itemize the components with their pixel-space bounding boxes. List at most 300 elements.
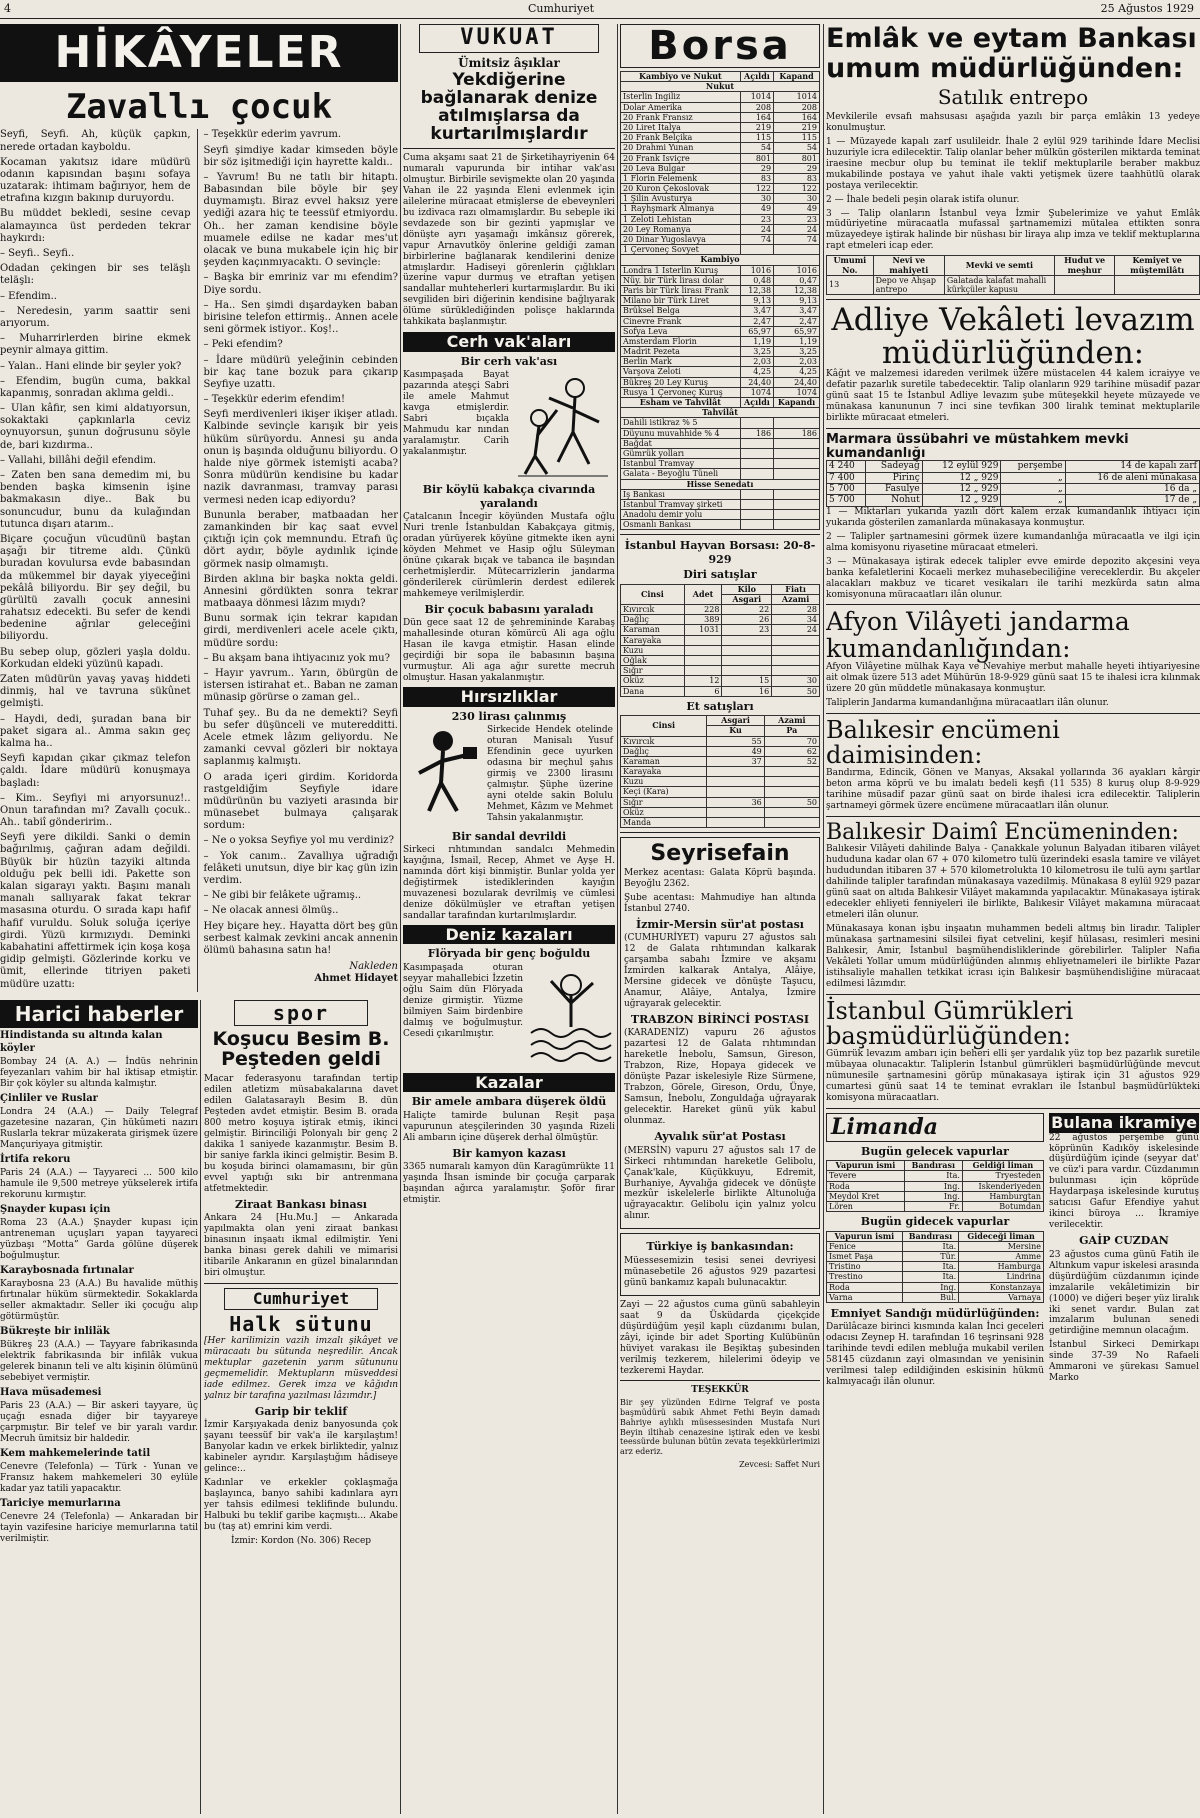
hayvan-row-cell: 22	[722, 605, 772, 615]
story-paragraph: – Teşekkür ederim efendim!	[203, 394, 346, 406]
gidecek-row	[827, 1282, 1044, 1292]
nukut-row-cell	[774, 245, 820, 255]
baba-head: Bir çocuk babasını yaraladı	[424, 602, 594, 616]
hayvan-header: Cinsi	[621, 584, 685, 604]
marmara-p2: 2 — Talipler şartnamesini görmek üzere kumandanlığa müracaatla ve ilgi için alma komisyonu riyasetine müracaat etmeleri.	[826, 531, 1200, 553]
nukut-row-cell: 20 Drahmi Yunan	[621, 143, 741, 153]
nukut-row-cell: 1 Şilin Avusturya	[621, 194, 741, 204]
gumruk-title: İstanbul Gümrükleri başmüdürlüğünden:	[826, 996, 1074, 1050]
nukut-row-cell: 122	[774, 184, 820, 194]
nukut-row-cell: 164	[740, 112, 773, 122]
deniz-body: Kasımpaşada oturan seyyar mahallebici İzzetin oğlu Saim dün Flöryada denize girmiştir. Yüzme bilmiyen Saim birdenbire dalmış ve boğulmuştur. Cesedi çıkarılmıştır.	[403, 962, 523, 1039]
nukut-row	[621, 153, 820, 163]
nukut-row	[621, 235, 820, 245]
marmara-row-cell: 12 „ 929	[922, 495, 1001, 506]
hisse-row	[621, 489, 820, 499]
story-paragraph: – Muharrirlerden birine ekmek peynir almaya gittim.	[0, 333, 191, 357]
kambiyo-row-cell: Berlin Mark	[621, 357, 741, 367]
kambiyo-row-cell: Amsterdam Florin	[621, 336, 741, 346]
hayvan-row-cell	[772, 666, 820, 676]
tahvil-row-cell: Galata - Beyoğlu Tüneli	[621, 469, 741, 479]
gelecek-row-cell: İng.	[904, 1181, 962, 1191]
gidecek-row-cell: Tristino	[827, 1262, 903, 1272]
story-column-left	[0, 129, 191, 992]
balikesir1-body: Bandırma, Edincik, Gönen ve Manyas, Aksakal yollarında 36 ayakları kârgir beton arma köprü ve bu imalatı bedeli keşfi (11 535) 8 kuruş olup 8-9-929 tarihine müsadif pazar günü saat on birde ihalesi icra edilecektir. Taliplerin şartnameyi görmek üzere encümene müracaatları ilân olunur.	[826, 768, 1200, 812]
marmara-row-cell: 12 eylül 929	[922, 461, 1001, 472]
hayvan-header: Fiatı	[772, 584, 820, 594]
gidecek-row-cell: Roda	[827, 1282, 903, 1292]
gidecek-row	[827, 1241, 1044, 1251]
story-paragraph: – Kim.. Seyfiyi mi arıyorsunuz!.. Onun tarafından mı? Zavallı çocuk.. Ah.. tabiî gönderirim..	[0, 792, 191, 829]
story-paragraph: – Hayır yavrum.. Yarın, öbürgün de istersen istirahat et.. Baban ne zaman münasip görürse o zaman gel..	[203, 668, 398, 704]
isbank-body: Müessesemizin tesisi senei devriyesi münasebetile 26 ağustos 929 pazartesi günü bankamız kapalı bulunacaktır.	[624, 1255, 816, 1288]
story-paragraph: Biçare çocuğun vücudünü baştan aşağı bir titreme aldı. Çünkü buradan kovulursa evde babasından da mükemmel bir dayak yiyeceğini pekâlâ biliyordu. Bir şey değil, bu gürültü zavallı çocuk annesini rahatsız edecekti. Bu sefer de kendi bedenine ağrılar geleceğini biliyordu.	[0, 533, 191, 643]
kamyon-head: Bir kamyon kazası	[452, 1146, 566, 1160]
story-paragraph: – İdare müdürü yeleğinin cebinden bir kaç tane bozuk para çıkarıp Seyfiye uzattı.	[203, 354, 398, 390]
marmara-table	[826, 460, 1200, 506]
gidecek-row-cell: Mersine	[959, 1241, 1044, 1251]
news-body: Londra 24 (A.A.) — Daily Telegraf gazetesine nazaran, Çin hükûmeti nazırı Ruslarla tekrar müzakerata girişmek üzere Mançuriyaya gitmiştir.	[0, 1106, 198, 1150]
tahvil-row-cell	[740, 448, 773, 458]
bulana-body: 22 ağustos perşembe günü köprünün Kadıköy iskelesinde düşürdüğüm içinde (seyyar dat' ve cüz'i para vardır. Cüzdanımın bulunması için köprüde Haydarpaşa iskelesinde kurutuş satıcısı Gafur Efendiye yahut ikinci büroya ... İkramiye verilecektir.	[1049, 1132, 1199, 1231]
gidecek-row-cell: Konstanzaya	[959, 1282, 1044, 1292]
section-row	[621, 479, 820, 489]
hayvan-row-cell: 50	[772, 686, 820, 696]
story-paragraph: Kocaman yakıtsız idare müdürü odanın kapısından başını sofaya uzatarak: ihtimam bağırıyor, hem de etrafına kızgın bakınıp duruyordu.	[0, 156, 191, 205]
news-body: Paris 23 (A.A.) — Bir askeri tayyare, üç uçağı esnada diğer bir tayyareye çarpmıştır. Bir telef ve bir yaralı vardır. Mecruh ümitsiz bir haldedir.	[0, 1401, 198, 1445]
hayvan-row	[621, 625, 820, 635]
hisse-row	[621, 499, 820, 509]
deniz-sub: Flöryada bir genç boğuldu	[427, 947, 591, 961]
emlak-p1: Mevkilerile evsafı mahsusası aşağıda yazılı bir parça emlâkin 13 yedeye konulmuştur.	[826, 111, 1200, 133]
kamyon-body: 3365 numaralı kamyon dün Karagümrükte 11 yaşında İhsan isminde bir çocuğa çarparak başından ağırca yaralamıştır. Şoför firar etmiştir.	[403, 1162, 615, 1205]
nukut-row	[621, 245, 820, 255]
tesekkur-body: Bir şey yüzünden Edirne Telgraf ve posta başmüdürü sabık Ahmet Fethi Beyin damadı Bahriye aylıklı müsessesinden Mustafa Nuri Beyin iltihab cenazesine iştirak eden ve kesbi teessürde bulunan bütün zevata teşekkürlerimizi arz ederiz.	[620, 1398, 820, 1457]
nukut-row-cell: 29	[740, 163, 773, 173]
marmara-row-cell: Fasulye	[866, 484, 922, 495]
story-paragraph: Seyfi merdivenleri ikişer ikişer atladı. Kalbinde sevinçle karışık bir yeis hüküm sürüyordu. Annesi şu anda onun iş başında olduğunu biliyordu. O halde niye görmek istemişti acaba? Sonra müdürün kendisine bu kadar nazik davranması, tramvay parası vermesi neden icap ediyordu?	[203, 409, 398, 506]
hikayeler-banner: HİKÂYELER	[0, 24, 398, 82]
marmara-row-cell: 16 da „	[1065, 484, 1199, 495]
nukut-row-cell: 115	[740, 133, 773, 143]
harici-haberler-section	[0, 1000, 198, 1814]
hayvan-row-cell: 6	[684, 686, 722, 696]
nukut-row-cell: 29	[774, 163, 820, 173]
emniyet-title: Emniyet Sandığı müdürlüğünden:	[830, 1306, 1040, 1320]
emlak-header: Nevi ve mahiyeti	[873, 256, 944, 275]
borsa-header: Kapand	[774, 72, 820, 82]
et-row-cell: 36	[707, 797, 764, 807]
gelecek-row-cell: İng.	[904, 1191, 962, 1201]
et-table	[620, 715, 820, 828]
hisse-row-cell	[740, 510, 773, 520]
marmara-row	[827, 484, 1200, 495]
news-body: Roma 23 (A.A.) Şnayder kupası için antreneman uçuşları yapan tayyareci yüzbaşı “Motta” Garda gölüne düşerek boğulmuştur.	[0, 1218, 198, 1261]
page-date: 25 Ağustos 1929	[1100, 2, 1194, 15]
hayvan-row-cell: 1031	[684, 625, 722, 635]
et-row	[621, 746, 820, 756]
et-row	[621, 777, 820, 787]
section-row	[621, 408, 820, 418]
et-row-cell	[707, 787, 764, 797]
et-row-cell	[707, 777, 764, 787]
balikesir2-body: Balıkesir Vilâyeti dahilinde Balya - Çanakkale yolunun Balyadan itibaren vilâyet hududuna kadar olan 67 + 070 kilometro tulü üzerindeki esasla tamire ve vilâyet hududundan itibaren 37 + 570 kilometrolukta 10 kilometrosu ile tulü aynı şartlar dahilinde talipler tarafından münakasaya vazedilmiş. Münakasa 8 eylül 929 pazar günü saat on altıda Balıkesir Vilâyet makamında yapılacaktır. Münakasaya iştirak edecekler ehliyeti fenniyeleri ile birlikte, Balıkesir Vilâyet makamına müracaat etmeleri ilân olunur.	[826, 844, 1200, 921]
nukut-row	[621, 204, 820, 214]
marmara-row-cell: „	[1001, 484, 1065, 495]
kambiyo-row-cell: Milano bir Türk Liret	[621, 296, 741, 306]
nukut-row-cell: 23	[774, 214, 820, 224]
marmara-row-cell: 16 de aleni münakasa	[1065, 472, 1199, 483]
tahvil-row-cell	[740, 418, 773, 428]
tahvil-row-cell: İstanbul Tramvay	[621, 459, 741, 469]
hayvan-table	[620, 584, 820, 697]
spor-label: spor	[234, 1000, 368, 1026]
hisse-row	[621, 520, 820, 530]
hisse-row-cell	[740, 489, 773, 499]
page-header	[0, 0, 1200, 19]
story-paragraph: – Başka bir emriniz var mı efendim? Diye sordu.	[203, 272, 398, 296]
emlak-cell: Depo ve Ahşap antrepo	[873, 275, 944, 294]
kambiyo-row-cell: 24,40	[774, 377, 820, 387]
hayvan-row	[621, 676, 820, 686]
marmara-row-cell: „	[1001, 472, 1065, 483]
gidecek-row	[827, 1251, 1044, 1261]
gelecek-row	[827, 1181, 1044, 1191]
gelecek-row	[827, 1202, 1044, 1212]
kambiyo-row-cell: 3,47	[774, 306, 820, 316]
nukut-row-cell: 1 Rayhşmark Almanya	[621, 204, 741, 214]
hayvan-header: Asgari	[722, 594, 772, 604]
gelecek-row-cell: İskenderiyeden	[962, 1181, 1043, 1191]
ziraat-head: Ziraat Bankası binası	[235, 1197, 367, 1211]
tahvil-row-cell	[740, 469, 773, 479]
story-title: Zavallı çocuk	[65, 86, 333, 127]
news-headline: Hindistanda su altında kalan köyler	[0, 1030, 163, 1054]
nukut-row-cell: 219	[740, 122, 773, 132]
emlak-header: Hudut ve meşhur	[1054, 256, 1114, 275]
story-author: Ahmet Hidayet	[314, 973, 398, 985]
hayvan-row-cell	[772, 655, 820, 665]
story-paragraph: Bu müddet bekledi, sesine cevap alamayınca üst perdeden tekrar haykırdı:	[0, 208, 191, 244]
story-paragraph: – Zaten ben sana demedim mi, bu benden başka kimsenin işine bakmakasın diye.. Bak bu sonuncudur, bunu da kulağından tutunca dışarı atarım..	[0, 470, 191, 530]
gidecek-head: Bugün gidecek vapurlar	[860, 1215, 1010, 1229]
hisse-row-cell	[774, 499, 820, 509]
ads-section	[826, 24, 1200, 1814]
tahvil-row-cell: 186	[774, 428, 820, 438]
et-row-cell: 55	[707, 736, 764, 746]
seyrisefain-sube: Şube acentası: Mahmudiye han altında İstanbul 2740.	[624, 892, 816, 914]
ayvalik-body: (MERSİN) vapuru 27 ağustos salı 17 de Sirkeci rıhtımından hareketle Gelibolu, Çanak'kale, Küçükkuyu, Edremit, Burhaniye, Ayvalığa gidecek ve dönüşte mezkûr iskelelerle birlikte Altunoluğa uğrayacaktır. Gelibolu için yalnız yolcu alınır.	[624, 1145, 816, 1222]
hayvan-row-cell: 30	[772, 676, 820, 686]
borsa-title: Borsa	[620, 24, 820, 68]
afyon-body: Afyon Vilâyetine mülhak Kaya ve Nevahiye merbut mahalle heyeti ihtiyariyesine ait olmak üzere 513 adet Mühürün 18-9-929 günü saat 15 te ihalesi icra kılınmak üzere 20 gün müddetle münakasaya konmuştur.	[826, 661, 1200, 694]
story-paragraph: Seyfi kapıdan çıkar çıkmaz telefon çaldı. İdare müdürü konuşmaya başladı:	[0, 753, 191, 789]
gidecek-row	[827, 1272, 1044, 1282]
seyrisefain-title: Seyrisefain	[650, 841, 790, 867]
halk-paper: Cumhuriyet	[224, 1288, 378, 1310]
hirsiz-sub: 230 lirası çalınmış	[451, 709, 567, 723]
nukut-row-cell: 219	[774, 122, 820, 132]
et-header: Ku	[707, 726, 764, 736]
garip-head: Garip bir teklif	[254, 1404, 348, 1418]
kambiyo-row-cell: Sofya Leva	[621, 326, 741, 336]
hirsiz-body: Sirkecide Hendek otelinde oturan Manisalı Yusuf Efendinin gece uyurken odasına bir meçhul şahıs girmiş ve 2300 lirasını çalmıştır. Şüphe üzerine ayni otelde sakin Bolulu Mehmet, Kâzım ve Mehmet Tahsin yakalanmıştır.	[487, 724, 613, 823]
news-headline: Bükreşte bir inliläk	[0, 1325, 110, 1337]
gidecek-row-cell: Tür.	[902, 1251, 959, 1261]
nukut-row-cell: 20 Dinar Yugoslavya	[621, 235, 741, 245]
borsa-table	[620, 71, 820, 530]
gelecek-header: Geldiği liman	[962, 1161, 1043, 1171]
nukut-row-cell: 20 Kuron Çekoslovak	[621, 184, 741, 194]
gelecek-head: Bugün gelecek vapurlar	[861, 1144, 1009, 1158]
news-body: Bükreş 23 (A.A.) — Tayyare fabrikasında elektrik fabrikasında bir infilâk vukua gelerek binanın teli ve altı kişinin ölümünü sebebiyet vermiştir.	[0, 1340, 198, 1384]
kambiyo-row-cell: 1074	[740, 387, 773, 397]
marmara-row-cell: perşembe	[1001, 461, 1065, 472]
marmara-row-cell: „	[1001, 495, 1065, 506]
gelecek-row	[827, 1191, 1044, 1201]
nukut-row-cell: 164	[774, 112, 820, 122]
marmara-row-cell: 12 „ 929	[922, 484, 1001, 495]
story-paragraph: Odadan çekingen bir ses teläşlı teläşlı:	[0, 263, 191, 287]
hayvan-row-cell: 389	[684, 615, 722, 625]
balikesir2-body2: Münakasaya konan işbu inşaatın muhammen bedeli altmış bin liradır. Talipler münakasa şartnamesini silsilei fiyat cetvelini, keşif hülasası, resimleri mesini Balıkesir, Amir, İstanbul başmühendisliklerinde görebilirler. Talipler Nafia Vekâleti Yollar umum müdürlüğünden alınmış ehliyetnameleri ile birlikte Pazar istihsaliyle mahallen tetkikat icrası için Balıkesir başmühendisliğine müracaat edilmesi lâzımdır.	[826, 923, 1200, 989]
story-paragraph: – Ne gibi bir felâkete uğramış..	[203, 890, 362, 902]
zayi-notice: Zayi — 22 ağustos cuma günü sabahleyin saat 9 da Üsküdarda çiçekçide düşürdüğüm yeşil kaplı cüzdanımı bulan, zâyi, içinde bir adet Sporting Kulübünün hüviyet varakası ile Beşiktaş şubesinden verilmiş tezkerem, hilelerimi ödeyip ve tezkeremi Haydar.	[620, 1299, 820, 1376]
news-body: Cenevre 24 (Telefonla) — Ankaradan bir tayin vazifesine hariciye memurlarına tatil verilmiştir.	[0, 1512, 198, 1545]
et-header: Asgari	[707, 716, 764, 726]
tesekkur-sign: Zevcesi: Saffet Nuri	[739, 1459, 820, 1469]
nukut-row-cell: 74	[774, 235, 820, 245]
nukut-row	[621, 102, 820, 112]
nukut-row-cell: 115	[774, 133, 820, 143]
limanda-box	[826, 1113, 1044, 1391]
gidecek-header: Vapurun ismi	[827, 1231, 903, 1241]
hirsiz-title: Hırsızlıklar	[403, 687, 615, 707]
emlak-cell	[1054, 275, 1114, 294]
kambiyo-row	[621, 306, 820, 316]
story-paragraph: – Teşekkür ederim yavrum.	[203, 129, 342, 141]
harici-title: Harici haberler	[0, 1000, 198, 1028]
nukut-row-cell: 20 Frank Fransız	[621, 112, 741, 122]
section-label: Tahvilât	[621, 408, 820, 418]
halk-title: Halk sütunu	[229, 1311, 373, 1336]
deniz-title: Deniz kazaları	[403, 925, 615, 945]
garip-body: İzmir Karşıyakada deniz banyosunda çok şayanı teessüf bir vak'a ile karşılaştım! Banyolar kadın ve erkek birliktedir, yalnız kabineler ayrıdır. Karşılaştığım hâdiseye gelince:..	[204, 1420, 398, 1475]
hayvan-row-cell	[684, 645, 722, 655]
story-paragraph: – Neredesin, yarım saattir seni arıyorum.	[0, 305, 191, 329]
hayvan-header: Azami	[772, 594, 820, 604]
et-row-cell	[707, 818, 764, 828]
kambiyo-row-cell: 2,03	[740, 357, 773, 367]
kambiyo-row	[621, 336, 820, 346]
emlak-cell	[1115, 275, 1200, 294]
story-paragraph: Seyfi şimdiye kadar kimseden böyle bir söz işitmediği için hayrette kaldı..	[203, 144, 398, 168]
balikesir1-title: Balıkesir encümeni daimisinden:	[826, 715, 1060, 770]
balikesir2-title: Balıkesir Daimî Encümeninden:	[826, 820, 1179, 846]
et-row-cell: Karayaka	[621, 767, 707, 777]
baba-body: Dün gece saat 12 de şehremininde Karabaş mahallesinde oturan kömürcü Ali aga oğlu Hasan ile kavga etmiştir. Hasan elinde geçirdiği bir sopa ile babasının başına vurmuştur. Ali aga ağır surette mecruh olmuştur. Hasan yakalanmıştır.	[403, 618, 615, 684]
sandal-head: Bir sandal devrildi	[451, 829, 567, 843]
kambiyo-row-cell: 4,25	[740, 367, 773, 377]
hayvan-row-cell	[684, 635, 722, 645]
nukut-row-cell: 20 Ley Romanya	[621, 224, 741, 234]
thief-illustration	[403, 725, 483, 815]
hisse-row-cell	[740, 520, 773, 530]
et-row-cell	[764, 777, 819, 787]
gelecek-row-cell: Meydol Kret	[827, 1191, 905, 1201]
cerh-body: Kasımpaşada Bayat pazarında ateşçi Sabri ile amele Mahmut kavga etmişlerdir. Sabri bıçakla Mahmudu kar nından yaralamıştır. Carih yakalanmıştır.	[403, 370, 509, 458]
nukut-row-cell: 1 Çervoneç Sovyet	[621, 245, 741, 255]
emlak-p2: 1 — Müzayede kapalı zarf usulileidr. İhale 2 eylül 929 tarihinde İdare Meclisi huzuriyle icra edilecektir. Talip olanlar beher mülkün gösterilen miktarda teminat iraesine mecbur olup bu teminat ile teklif mektuplarile beraber makbuz mukabilinde postaya ve yahut ihale vakti yetişmek üzere taahhütlü olarak postaya verilecektir.	[826, 136, 1200, 191]
tahvil-row-cell: Düyunu muvahhide % 4	[621, 428, 741, 438]
kambiyo-row-cell: 1016	[740, 265, 773, 275]
story-paragraph: – Ha.. Sen şimdi dışardayken baban birisine telefon ettirmiş.. Annen acele seni görmek istiyor.. Koş!..	[203, 299, 398, 336]
hayvan-row-cell: Oğlak	[621, 655, 685, 665]
tahvil-row-cell: Dahili istikraz % 5	[621, 418, 741, 428]
story-paragraph: – Yavrum! Bu ne tatlı bir hitaptı. Babasından bile böyle bir şey duymamıştı. Biraz evvel haksız yere yediği azara hiç te teessüf etmiyordu. Oh.. her zaman kendisine böyle muamele edilse ne kadar mes'ut olacak ve buna mukabele için hiç bir şeyden kaçınmıyacaktı. O sevinçle:	[203, 171, 398, 269]
tahvil-row	[621, 469, 820, 479]
emlak-cell: 13	[827, 275, 874, 294]
tahvil-row	[621, 448, 820, 458]
nukut-row	[621, 163, 820, 173]
hayvan-row-cell: 12	[684, 676, 722, 686]
kambiyo-row-cell: 0,48	[740, 275, 773, 285]
story-paragraph: Hey biçare hey.. Hayatta dört beş gün serbest kalmak zevkini ancak annenin ölümü bahasına satın ha!	[203, 920, 398, 956]
emniyet-body: Darülâcaze birinci kısmında kalan İnci geceleri odacısı Zeynep H. tarafından 16 teşrinsani 928 tarihinde tevdi edilen mebluğa mukabil verilen 58145 cüzdanın zayi olmasından ve yenisinin verilmesi talep edildiğinden eskisinin hükmü kalmıyacağı ilân olunur.	[826, 1322, 1044, 1388]
kambiyo-row-cell: Varşova Zeloti	[621, 367, 741, 377]
nukut-row-cell: 122	[740, 184, 773, 194]
et-row	[621, 807, 820, 817]
nukut-row-cell: 20 Liret İtalya	[621, 122, 741, 132]
gelecek-row-cell: Tevere	[827, 1171, 905, 1181]
marmara-row	[827, 461, 1200, 472]
nukut-row	[621, 173, 820, 183]
hisse-row-cell	[774, 510, 820, 520]
kazalar-title: Kazalar	[403, 1073, 615, 1093]
gelecek-row-cell: Lören	[827, 1202, 905, 1212]
hayvan-row-cell: Karayaka	[621, 635, 685, 645]
hayvan-row-cell: 15	[722, 676, 772, 686]
story-paragraph: – Seyfi.. Seyfi..	[0, 248, 75, 260]
hisse-row-cell: Osmanlı Bankası	[621, 520, 741, 530]
et-row-cell: Dağlıç	[621, 746, 707, 756]
et-row-cell	[707, 767, 764, 777]
nukut-row	[621, 92, 820, 102]
et-row-cell	[707, 807, 764, 817]
cerh-title: Cerh vak'aları	[403, 332, 615, 352]
news-headline: Kem mahkemelerinde tatil	[0, 1448, 151, 1460]
et-row-cell: Sığır	[621, 797, 707, 807]
tahvil-row-cell	[740, 438, 773, 448]
marmara-row	[827, 472, 1200, 483]
spor-section	[204, 1000, 398, 1814]
gidecek-row-cell: Varna	[827, 1292, 903, 1302]
et-row-cell: Manda	[621, 818, 707, 828]
hayvan-row-cell: 28	[772, 605, 820, 615]
hayvan-row	[621, 645, 820, 655]
emlak-p4: 3 — Talip olanların İstanbul veya İzmir Şubelerimize ve yahut Emlâk müdüriyetine müracaatla mufassal şartnamemizi mütalea ettikten sonra müzayedeye iştirak halinde bir nüshası bir liraya alıp imza ve teklif mektuplarına rapt etmeleri icap eder.	[826, 208, 1200, 252]
news-headline: Karaybosnada fırtınalar	[0, 1264, 134, 1276]
et-header: Pa	[764, 726, 819, 736]
hisse-row-cell: Anadolu demir yolu	[621, 510, 741, 520]
sandal-body: Sirkeci rıhtımından sandalcı Mehmedin kayığına, İsmail, Recep, Ahmet ve Ayşe H. namında dört kişi binmiştir. Bunlar yolda yer değiştirmek istediklerinden kayığın muvazenesi bozularak devrilmiş ve cümlesi denize dökülmüşler ve etraftan yetişen sandallar tarafından kurtarılmışlardır.	[403, 845, 615, 921]
nukut-row-cell: 20 Leva Bulgar	[621, 163, 741, 173]
kambiyo-row-cell: 12,38	[774, 285, 820, 295]
story-paragraph: – Efendim, bugün cuma, bakkal kapanmış, sonradan aklıma geldi..	[0, 375, 191, 399]
tahvil-row	[621, 459, 820, 469]
news-headline: Çinliler ve Ruslar	[0, 1092, 98, 1104]
nukut-row-cell: 208	[740, 102, 773, 112]
hisse-row-cell	[774, 520, 820, 530]
et-row	[621, 818, 820, 828]
et-row-cell: 49	[707, 746, 764, 756]
trabzon-head: TRABZON BİRİNCİ POSTASI	[630, 1013, 810, 1027]
nukut-row-cell: 1014	[740, 92, 773, 102]
tahvil-row	[621, 428, 820, 438]
story-paragraph: Bunu sormak için tekrar kapıdan girdi, merdivenleri acele acele çıktı, müdüre sordu:	[203, 613, 398, 649]
nukut-row	[621, 133, 820, 143]
gelecek-row-cell: Fr.	[904, 1202, 962, 1212]
kambiyo-row-cell: 24,40	[740, 377, 773, 387]
garip-body2: Kadınlar ve erkekler çoklaşmağa başlayınca, banyo sahibi kadınlara ayrı yer tahsis edilmesi teklifinde bulundu. Halbuki bu teklif garibe kaçmıştı... Akabe bu (taş at) emrini kim verdi.	[204, 1478, 398, 1532]
news-body: Cenevre (Telefonla) — Türk - Yunan ve Fransız hakem mahkemeleri 30 eylüle kadar yaz tatili yapacaktır.	[0, 1462, 198, 1495]
nukut-row-cell: 54	[774, 143, 820, 153]
gidecek-row-cell: İta.	[902, 1272, 959, 1282]
marmara-row-cell: Sadeyağ	[866, 461, 922, 472]
nukut-row-cell: 83	[740, 173, 773, 183]
hisse-row-cell: İş Bankası	[621, 489, 741, 499]
hayvan-row-cell	[684, 655, 722, 665]
et-row-cell: Keçi (Kara)	[621, 787, 707, 797]
isbank-head: Türkiye iş bankasından:	[646, 1240, 794, 1254]
story-paragraph: – Peki efendim?	[203, 339, 283, 351]
gelecek-row-cell: Tryesteden	[962, 1171, 1043, 1181]
gidecek-row-cell: Trestino	[827, 1272, 903, 1282]
garip-sign: İzmir: Kordon (No. 306) Recep	[230, 1535, 372, 1546]
nukut-row-cell: 54	[740, 143, 773, 153]
nukut-row-cell: 30	[740, 194, 773, 204]
et-row-cell	[764, 818, 819, 828]
gumruk-body: Gümrük levazım ambarı için beheri elli şer yardalık yüz top bez pazarlık suretile mübayaa olunacaktır. Taliplerin İstanbul gümrükleri başmüdürlüğünde mevcut nümunesile şartnamesini görüp münakasaya iştirak için 31 ağustos 929 cumartesi günü saat 14 te teminat evrakları ile İstanbul başmüdürlükteki komisyona müracaatları.	[826, 1049, 1200, 1104]
hayvan-header: Adet	[684, 584, 722, 604]
et-row-cell: 37	[707, 756, 764, 766]
emlak-sub: Satılık entrepo	[937, 85, 1089, 110]
et-row-cell: Kuzu	[621, 777, 707, 787]
gidecek-row	[827, 1262, 1044, 1272]
hayvan-row-cell: 26	[722, 615, 772, 625]
kambiyo-row-cell: Londra 1 İsterlin Kuruş	[621, 265, 741, 275]
kambiyo-row-cell: 2,47	[774, 316, 820, 326]
kambiyo-row	[621, 275, 820, 285]
section-row	[621, 82, 820, 92]
hayvan-row-cell	[772, 635, 820, 645]
et-row	[621, 756, 820, 766]
tahvil-row	[621, 418, 820, 428]
et-title: Et satışları	[686, 699, 754, 713]
marmara-row-cell: 7 400	[827, 472, 866, 483]
et-row-cell: 70	[764, 736, 819, 746]
marmara-row-cell: 12 „ 929	[922, 472, 1001, 483]
kambiyo-row-cell: 65,97	[740, 326, 773, 336]
emlak-title: Emlâk ve eytam Bankası umum müdürlüğünden:	[826, 24, 1197, 84]
vukuat-body: Cuma akşamı saat 21 de Şirketihayriyenin 64 numaralı vapurunda bir intihar vak'ası olmuştur. Birbirile sevişmekte olan 20 yaşında Vahan ile 22 yaşında Eleni evlenmek için ailelerine müracaat etmişlerse de ebeveynleri bu izdivaca razı olmamışlardır. Bu sebeple iki sevdazede son bir gezinti yapmışlar ve dönüşte ayrı yaşamağı imkânsız görerek, vapur Arnavutköy önlerine geldiği zaman birbirlerine bağlanarak kendilerini denize atmışlardır. Hadiseyi görenlerin çığlıkları üzerine vapur durmuş ve etraftan yetişen sandallar muhteherleri kurtarmışlardır. Bu iki sevgiliden biri diğerinin kendisine bağlıyarak ölüme sürüklediğinden polisçe haklarında tahkikata başlanmıştır.	[403, 152, 615, 328]
nukut-row-cell: 20 Frank İsviçre	[621, 153, 741, 163]
hayvan-row-cell: 228	[684, 605, 722, 615]
vukuat-kicker: Ümitsiz âşıklar	[458, 55, 560, 70]
hisse-row-cell	[740, 499, 773, 509]
spor-title: Koşucu Besim B. Peşteden geldi	[212, 1028, 390, 1071]
trabzon-body: (KARADENİZ) vapuru 26 ağustos pazartesi 12 de Galata rıhtımından hareketle İnebolu, Samsun, Gireson, Trabzon, Rize, Hopaya gidecek ve dönüşte Pazar iskelesiyle Rize Sürmene, Trabzon, Görele, Gireson, Ordu, Ünye, Samsun, İnebolu, Zonguldağa uğrayarak gelecektir. Hareket günü yük kabul olunmaz.	[624, 1028, 816, 1127]
